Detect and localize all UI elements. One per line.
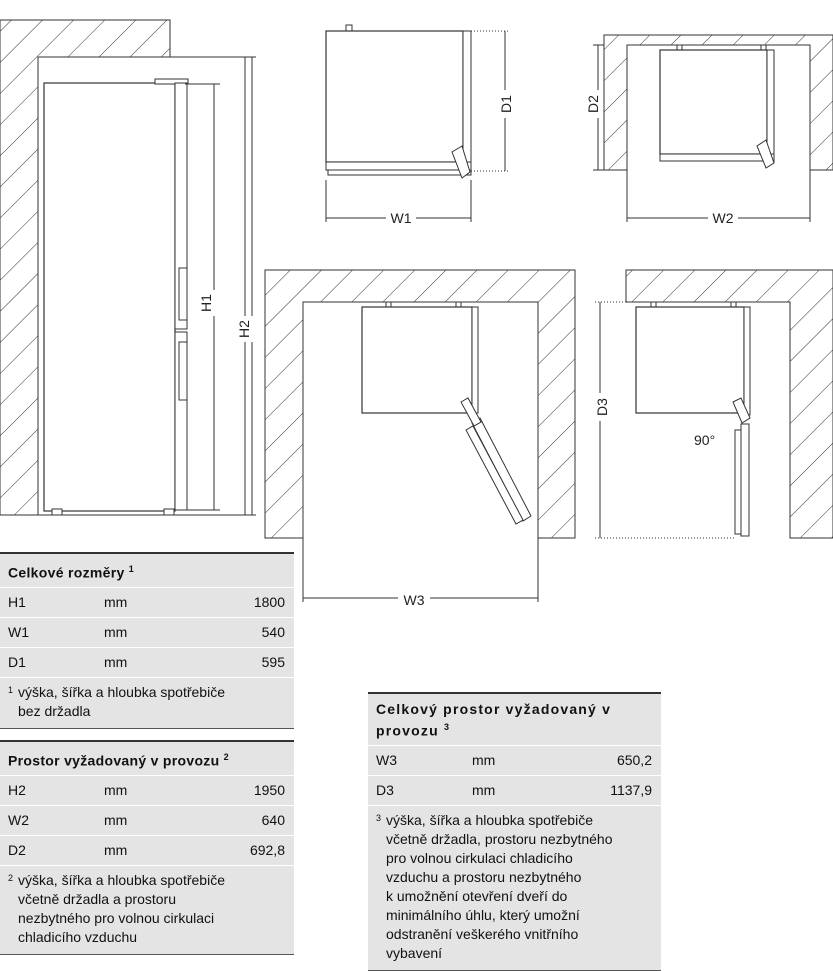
table-row: [0, 617, 294, 647]
door-90-view-d3-drawing: [592, 270, 833, 538]
row-unit: mm: [104, 624, 128, 641]
row-unit: mm: [472, 752, 496, 769]
footnote-ref: 3: [443, 722, 451, 732]
table-row: [0, 775, 294, 805]
table-row: [368, 745, 661, 775]
table-title-line1: Celkový prostor vyžadovaný v: [376, 701, 612, 717]
label-d1: D1: [498, 95, 514, 113]
footnote-line: minimálního úhlu, který umožní: [386, 906, 580, 923]
open-door-view-w3-drawing: [265, 270, 575, 608]
row-value: 1950: [253, 782, 285, 799]
label-h2: H2: [236, 320, 252, 338]
footnote-line: chladicího vzduchu: [18, 928, 138, 945]
niche-view-w2-drawing: [585, 35, 833, 226]
footnote-line: výška, šířka a hloubka spotřebiče: [18, 871, 225, 888]
footnote-line: vybavení: [386, 944, 443, 961]
row-label: W2: [8, 812, 29, 829]
footnote-line: vzduchu a prostoru nezbytného: [386, 868, 582, 885]
side-view-drawing: [0, 20, 256, 515]
footnote-line: nezbytného pro volnou cirkulaci: [18, 909, 215, 926]
label-h1: H1: [198, 294, 214, 312]
row-unit: mm: [104, 654, 128, 671]
row-unit: mm: [104, 812, 128, 829]
row-value: 1800: [253, 594, 285, 611]
row-value: 692,8: [249, 842, 285, 859]
table-header: [368, 692, 661, 745]
label-w1: W1: [390, 210, 412, 226]
label-d3: D3: [594, 398, 610, 416]
table-row: [0, 647, 294, 677]
footnote-line: bez držadla: [18, 702, 91, 719]
overall-dimensions-table: [0, 552, 294, 729]
footnote-line: pro volnou cirkulaci chladicího: [386, 849, 573, 866]
table-footnote: [368, 805, 661, 971]
footnote-line: včetně držadla a prostoru: [18, 890, 176, 907]
table-row: [0, 805, 294, 835]
row-value: 540: [261, 624, 285, 641]
row-label: H2: [8, 782, 26, 799]
table-row: [0, 835, 294, 865]
footnote-line: výška, šířka a hloubka spotřebiče: [386, 811, 593, 828]
footnote-ref: 1: [128, 564, 135, 574]
table-title: Prostor vyžadovaný v provozu: [8, 752, 220, 769]
row-value: 1137,9: [610, 782, 652, 799]
footnote-number: 3: [376, 812, 382, 823]
row-value: 640: [261, 812, 285, 829]
row-label: H1: [8, 594, 26, 611]
table-title: Celkové rozměry: [8, 564, 125, 581]
footnote-line: odstranění veškerého vnitřního: [386, 925, 579, 942]
footnote-number: 1: [8, 684, 14, 695]
table-footnote: [0, 677, 294, 729]
row-label: D2: [8, 842, 26, 859]
footnote-line: výška, šířka a hloubka spotřebiče: [18, 683, 225, 700]
footnote-line: včetně držadla, prostoru nezbytného: [386, 830, 613, 847]
operating-space-table: [0, 740, 294, 955]
table-row: [368, 775, 661, 805]
row-unit: mm: [472, 782, 496, 799]
row-unit: mm: [104, 842, 128, 859]
label-w3: W3: [403, 592, 425, 608]
table-header: [0, 552, 294, 587]
footnote-line: k umožnění otevření dveří do: [386, 887, 568, 904]
table-footnote: [0, 865, 294, 955]
top-view-w1-drawing: [326, 25, 514, 226]
row-label: W3: [376, 752, 397, 769]
footnote-number: 2: [8, 872, 14, 883]
label-w2: W2: [712, 210, 734, 226]
table-title-line2: provozu: [376, 722, 439, 739]
row-unit: mm: [104, 782, 128, 799]
total-operating-space-table: [368, 692, 661, 971]
row-unit: mm: [104, 594, 128, 611]
row-value: 595: [261, 654, 285, 671]
row-value: 650,2: [616, 752, 652, 769]
footnote-ref: 2: [223, 752, 229, 762]
row-label: D1: [8, 654, 26, 671]
label-angle-90: 90°: [694, 432, 716, 448]
table-header: [0, 740, 294, 775]
label-d2: D2: [585, 95, 601, 113]
row-label: D3: [376, 782, 394, 799]
row-label: W1: [8, 624, 29, 641]
table-row: [0, 587, 294, 617]
